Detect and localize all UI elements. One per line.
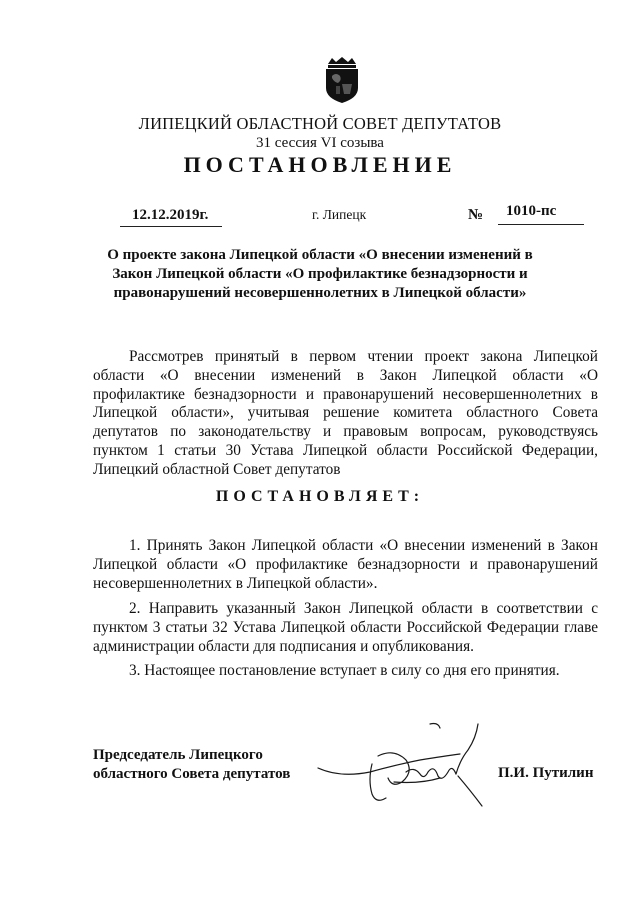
resolution-item-2: 2. Направить указанный Закон Липецкой области в соответствии с пунктом 3 статьи 32 Устава Липецкой области Российской Федерации главе администрации области для подписания и опубликования. xyxy=(93,600,598,655)
date-underline xyxy=(120,226,222,227)
coat-of-arms-icon xyxy=(322,56,362,104)
document-number: 1010-пс xyxy=(506,203,557,219)
resolution-item-1: 1. Принять Закон Липецкой области «О внесении изменений в Закон Липецкой области «О профилактике безнадзорности и правонарушений несовершеннолетних в Липецкой области». xyxy=(93,537,598,592)
resolves-heading: ПОСТАНОВЛЯЕТ: xyxy=(215,488,425,505)
document-date: 12.12.2019г. xyxy=(132,207,209,223)
signatory-name: П.И. Путилин xyxy=(498,765,594,781)
handwritten-signature xyxy=(310,720,500,810)
document-city: г. Липецк xyxy=(312,207,367,222)
preamble-paragraph: Рассмотрев принятый в первом чтении проект закона Липецкой области «О внесении изменений в Закон Липецкой области «О профилактике безнадзорности и правонарушений несовершеннолетних в Липецкой области», учитывая решение комитета областного Совета депутатов по законодательству и правовым вопросам, руководствуясь пунктом 1 статьи 30 Устава Липецкой области Российской Федерации, Липецкий областной Совет депутатов xyxy=(93,348,598,478)
session-info: 31 сессия VI созыва xyxy=(256,135,384,151)
signatory-title-line2: областного Совета депутатов xyxy=(93,766,291,782)
signatory-title-line1: Председатель Липецкого xyxy=(93,747,263,763)
org-name: ЛИПЕЦКИЙ ОБЛАСТНОЙ СОВЕТ ДЕПУТАТОВ xyxy=(138,114,502,133)
number-underline xyxy=(498,224,584,225)
document-title: О проекте закона Липецкой области «О внесении изменений в Закон Липецкой области «О профилактике безнадзорности и правонарушений несовершеннолетних в Липецкой области» xyxy=(107,247,533,301)
document-type: ПОСТАНОВЛЕНИЕ xyxy=(183,152,457,177)
resolution-item-3: 3. Настоящее постановление вступает в силу со дня его принятия. xyxy=(129,662,560,679)
number-sign: № xyxy=(468,207,484,223)
